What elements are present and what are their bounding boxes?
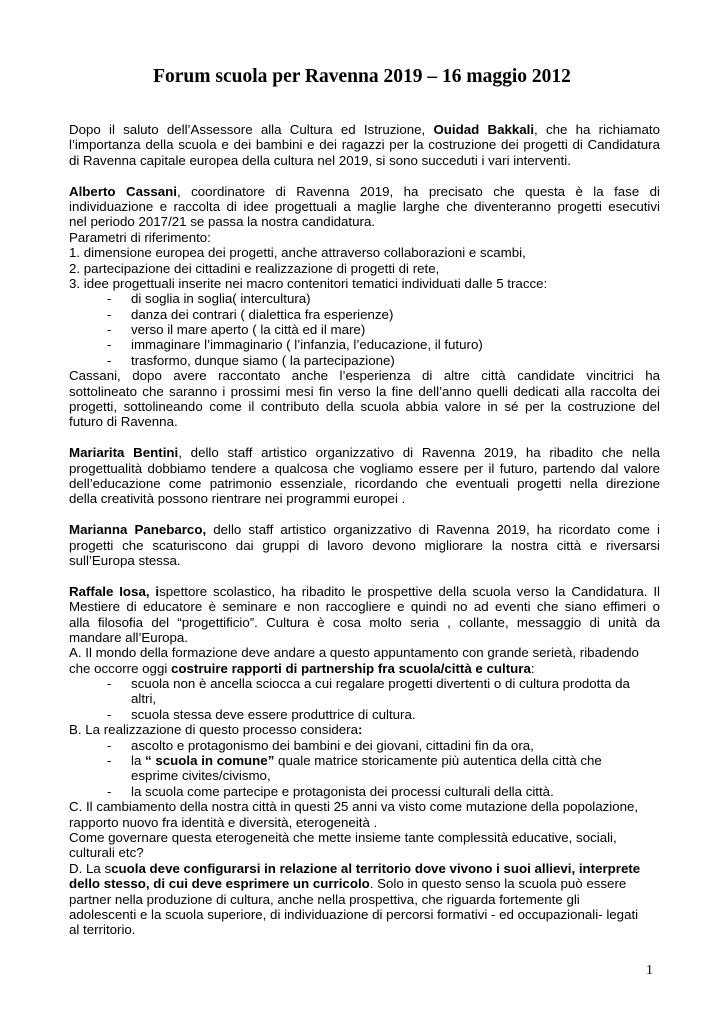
text-segment: verso il mare aperto ( la città ed il mare)	[131, 322, 366, 338]
text-line	[69, 661, 660, 676]
text-line	[69, 522, 660, 537]
bullet-item	[69, 707, 660, 722]
bullet-dash-icon: -	[107, 322, 112, 338]
bullet-dash-icon: -	[107, 337, 112, 353]
text-segment: al territorio.	[69, 922, 136, 938]
blank-line	[69, 507, 660, 522]
bullet-dash-icon: -	[107, 737, 112, 753]
text-segment: dello staff artistico organizzativo di Ravenna 2019, ha ricordato come i	[206, 522, 660, 538]
text-segment: futuro di Ravenna.	[69, 414, 178, 430]
text-segment: C. Il cambiamento della nostra città in questi 25 anni va visto come mutazione della popolazione,	[69, 799, 639, 815]
bullet-item	[69, 753, 660, 768]
bold-text: cuola deve configurarsi in relazione al territorio dove vivono i suoi allievi, interprete	[111, 860, 641, 876]
text-segment: . Solo in questo senso la scuola può essere	[369, 876, 627, 892]
page-number: 1	[646, 963, 653, 978]
bullet-item	[69, 676, 660, 691]
bold-text: Alberto Cassani	[69, 183, 177, 199]
bold-text: Marianna Panebarco,	[69, 522, 207, 538]
bullet-dash-icon: -	[107, 676, 112, 692]
bullet-item	[69, 291, 660, 306]
bullet-item	[69, 337, 660, 352]
text-segment: ascolto e protagonismo dei bambini e dei giovani, cittadini fin da ora,	[131, 737, 534, 753]
text-segment: rapporto nuovo fra identità e diversità, eterogeneità .	[69, 814, 378, 830]
text-line	[69, 615, 660, 630]
bold-text: :	[358, 722, 363, 738]
text-segment: B. La realizzazione di questo processo considera	[69, 722, 359, 738]
text-line	[69, 476, 660, 491]
text-line	[69, 399, 660, 414]
text-segment: progetti, sottolineando come il contributo della scuola abbia valore in sé per la costruzione del	[69, 399, 660, 415]
text-segment: trasformo, dunque siamo ( la partecipazione)	[131, 352, 395, 368]
blank-line	[69, 430, 660, 445]
bold-text: “ scuola in comune”	[145, 753, 275, 769]
bold-text: Mariarita Bentini	[69, 445, 179, 461]
text-segment: esprime civites/civismo,	[131, 768, 271, 784]
text-segment: Cassani, dopo avere raccontato anche l’esperienza di altre città candidate vincitrici ha	[69, 368, 660, 384]
text-segment: , che ha richiamato	[534, 122, 660, 137]
text-line	[69, 691, 660, 706]
text-segment: spettore scolastico, ha ribadito le prospettive della scuola verso la Candidatura. Il	[159, 583, 660, 599]
text-segment: sottolineato che saranno i prossimi mesi fin verso la fine dell’anno quelli dedicati alla raccolta dei	[69, 383, 660, 399]
blank-line	[69, 568, 660, 583]
text-segment: quale matrice storicamente più autentica della città che	[274, 753, 602, 769]
text-segment: 1. dimensione europea dei progetti, anche attraverso collaborazioni e scambi,	[69, 245, 526, 261]
text-segment: D. La s	[69, 860, 112, 876]
bold-text: Raffale Iosa, i	[69, 583, 160, 599]
document-body	[69, 122, 660, 938]
text-line	[69, 414, 660, 429]
bold-text: dello stesso, di cui deve esprimere un curricolo	[69, 876, 370, 892]
text-segment: dell’educazione come patrimonio essenziale, ricordando che eventuali progetti nella direzione	[69, 475, 660, 491]
text-segment: altri,	[131, 691, 157, 707]
text-line	[69, 645, 660, 660]
text-line	[69, 276, 660, 291]
text-segment: :	[530, 660, 535, 676]
text-line	[69, 876, 660, 891]
bullet-dash-icon: -	[107, 291, 112, 307]
bullet-dash-icon: -	[107, 352, 112, 368]
text-line	[69, 922, 660, 937]
text-segment: 3. idee progettuali inserite nei macro contenitori tematici individuati dalle 5 tracce:	[69, 275, 548, 291]
bold-text: costruire rapporti di partnership fra scuola/città e cultura	[171, 660, 531, 676]
text-segment: culturali etc?	[69, 845, 144, 861]
text-line	[69, 861, 660, 876]
text-segment: A. Il mondo della formazione deve andare a questo appuntamento con grande serietà, ribadendo	[69, 645, 639, 661]
text-segment: progetti che scaturiscono dai gruppi di lavoro devono migliorare la nostra città e riversarsi	[69, 537, 660, 553]
text-line	[69, 892, 660, 907]
text-line	[69, 553, 660, 568]
text-line	[69, 153, 660, 168]
text-segment: nel periodo 2017/21 se passa la nostra candidatura.	[69, 214, 376, 230]
text-segment: della creatività possono rientrare nei programmi europei .	[69, 491, 406, 507]
text-line	[69, 815, 660, 830]
text-line	[69, 261, 660, 276]
text-line	[69, 830, 660, 845]
text-segment: 2. partecipazione dei cittadini e realizzazione di progetti di rete,	[69, 260, 440, 276]
text-segment: sull’Europa stessa.	[69, 552, 181, 568]
text-segment: immaginare l’immaginario ( l’infanzia, l’educazione, il futuro)	[131, 337, 483, 353]
bullet-item	[69, 353, 660, 368]
text-line	[69, 768, 660, 783]
document-title: Forum scuola per Ravenna 2019 – 16 maggio 2012	[153, 66, 571, 87]
text-line	[69, 491, 660, 506]
text-segment: individuazione e raccolta di idee progettuali a maglie larghe che diventeranno progetti esecutivi	[69, 198, 660, 214]
text-line	[69, 461, 660, 476]
bullet-item	[69, 307, 660, 322]
text-segment: mandare all’Europa.	[69, 629, 189, 645]
bullet-dash-icon: -	[107, 706, 112, 722]
bullet-item	[69, 738, 660, 753]
text-line	[69, 630, 660, 645]
text-line	[69, 137, 660, 152]
text-line	[69, 722, 660, 737]
text-line	[69, 230, 660, 245]
text-segment: la	[131, 753, 146, 769]
text-line	[69, 245, 660, 260]
text-segment: Mestiere di educatore è seminare e non raccogliere e quindi no ad eventi che siano effimeri o	[69, 599, 660, 615]
text-line	[69, 122, 660, 137]
text-line	[69, 214, 660, 229]
text-line	[69, 184, 660, 199]
text-line	[69, 845, 660, 860]
text-segment: di Ravenna capitale europea della cultura nel 2019, si sono succeduti i vari interventi.	[69, 152, 571, 168]
text-line	[69, 384, 660, 399]
text-line	[69, 368, 660, 383]
text-segment: , coordinatore di Ravenna 2019, ha precisato che questa è la fase di	[176, 183, 660, 199]
text-segment: Dopo il saluto dell’Assessore alla Cultura ed Istruzione,	[69, 122, 434, 137]
bullet-dash-icon: -	[107, 753, 112, 769]
text-line	[69, 445, 660, 460]
text-segment: , dello staff artistico organizzativo di Ravenna 2019, ha ribadito che nella	[178, 445, 660, 461]
text-segment: Parametri di riferimento:	[69, 229, 211, 245]
text-line	[69, 599, 660, 614]
text-segment: scuola stessa deve essere produttrice di cultura.	[131, 706, 416, 722]
text-segment: progettualità dobbiamo tendere a qualcosa che vogliamo essere per il futuro, partendo dal valore	[69, 460, 660, 476]
text-segment: l’importanza della scuola e dei bambini e dei ragazzi per la costruzione dei progetti di Candidatura	[69, 137, 660, 153]
bullet-item	[69, 784, 660, 799]
text-segment: danza dei contrari ( dialettica fra esperienze)	[131, 306, 394, 322]
text-line	[69, 584, 660, 599]
bullet-dash-icon: -	[107, 306, 112, 322]
bullet-dash-icon: -	[107, 783, 112, 799]
blank-line	[69, 168, 660, 183]
text-line	[69, 907, 660, 922]
text-segment: adolescenti e la scuola superiore, di individuazione di percorsi formativi - ed occupazionali- legati	[69, 906, 639, 922]
text-segment: partner nella produzione di cultura, anche nella prospettiva, che riguarda fortemente gli	[69, 891, 580, 907]
text-segment: di soglia in soglia( intercultura)	[131, 291, 311, 307]
text-line	[69, 538, 660, 553]
bold-text: Ouidad Bakkali	[433, 122, 535, 137]
text-line	[69, 199, 660, 214]
text-segment: Come governare questa eterogeneità che mette insieme tante complessità educative, sociali,	[69, 829, 617, 845]
text-segment: scuola non è ancella sciocca a cui regalare progetti divertenti o di cultura prodotta da	[131, 676, 630, 692]
text-line	[69, 799, 660, 814]
text-segment: alla filosofia del “progettificio”. Cultura è cosa molto seria , collante, messaggio di unità da	[69, 614, 660, 630]
text-segment: che occorre oggi	[69, 660, 171, 676]
text-segment: la scuola come partecipe e protagonista dei processi culturali della città.	[131, 783, 554, 799]
bullet-item	[69, 322, 660, 337]
